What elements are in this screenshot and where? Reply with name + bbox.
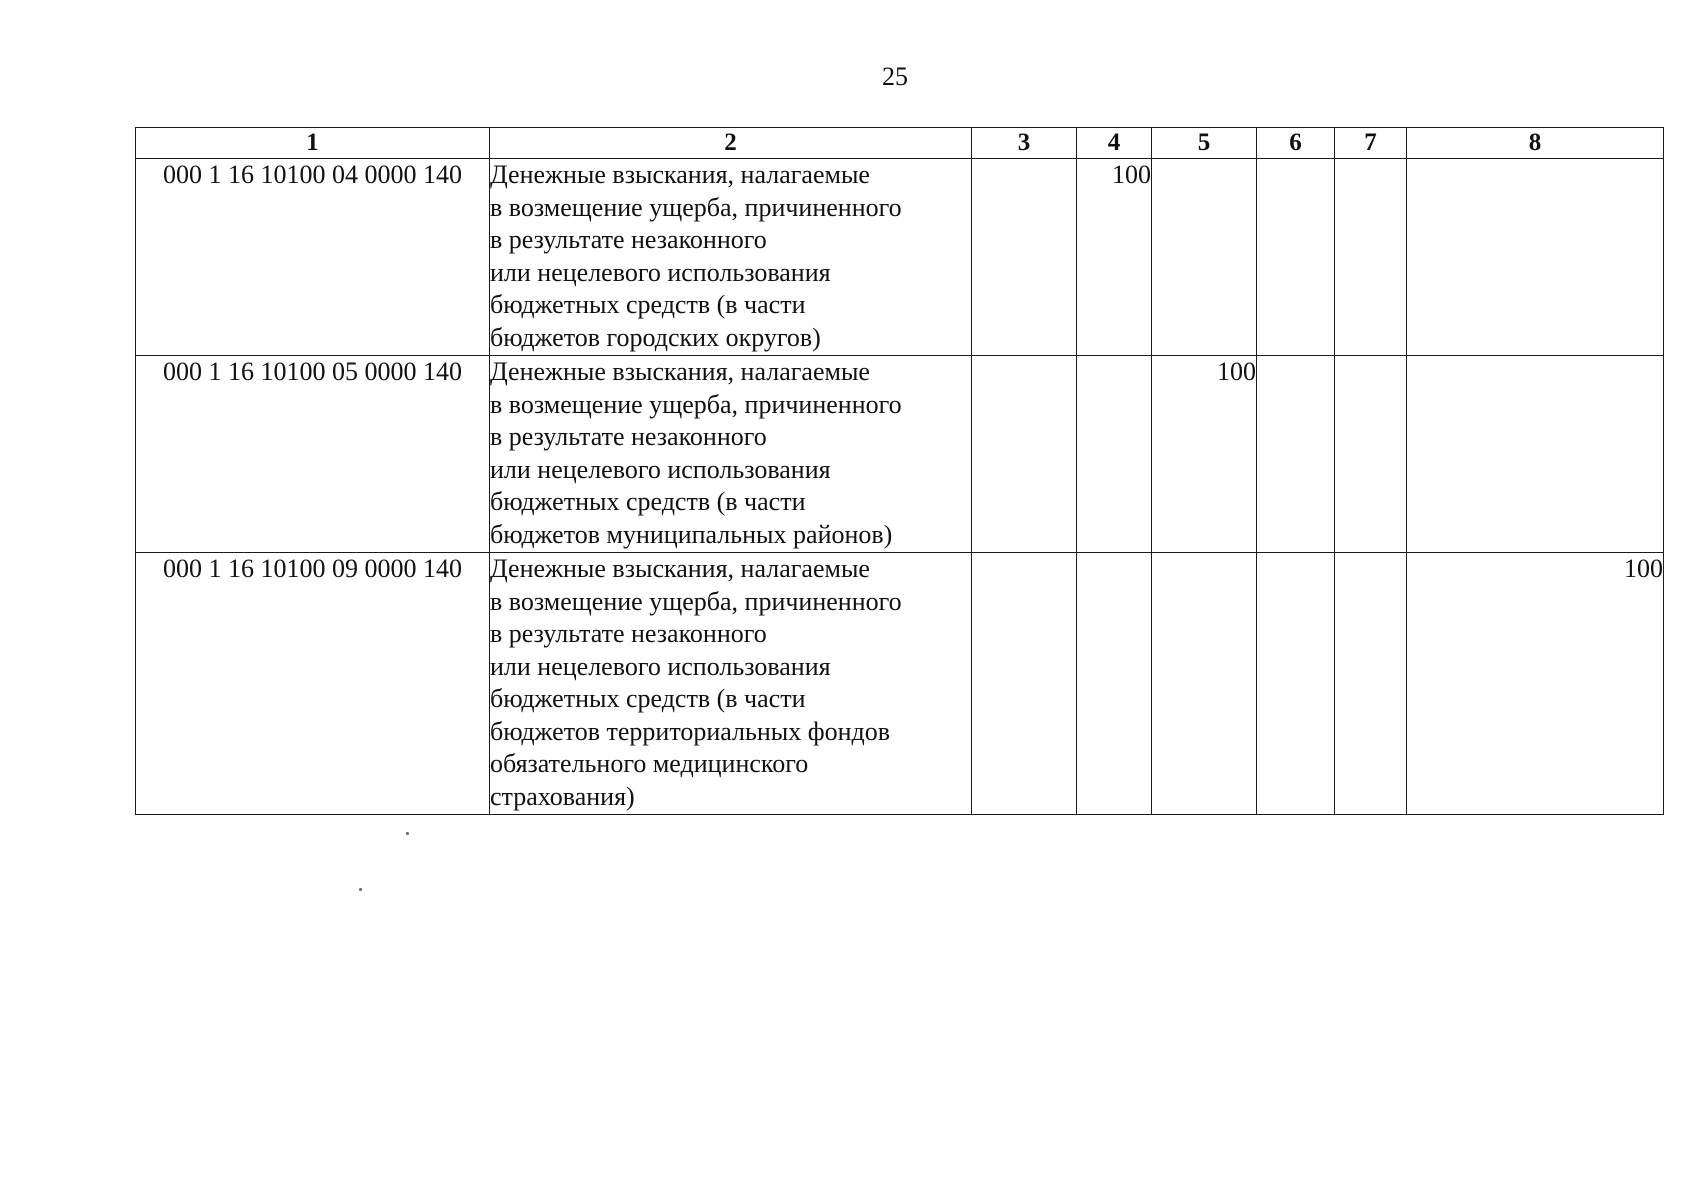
value-cell-col8 bbox=[1407, 356, 1664, 553]
column-header-3: 3 bbox=[972, 128, 1077, 159]
page-number: 25 bbox=[882, 62, 908, 91]
description-line: бюджетов территориальных фондов bbox=[490, 716, 891, 746]
budget-codes-table bbox=[135, 127, 1664, 815]
description-line: бюджетных средств (в части bbox=[490, 290, 806, 319]
description-line: в результате незаконного bbox=[490, 422, 767, 451]
value-cell-col3 bbox=[972, 159, 1077, 356]
description-line: или нецелевого использования bbox=[490, 257, 831, 287]
column-header-2: 2 bbox=[490, 128, 972, 159]
value-cell-col8: 100 bbox=[1407, 553, 1664, 815]
value-cell-col4: 100 bbox=[1077, 159, 1152, 356]
value-cell-col3 bbox=[972, 356, 1077, 553]
value-cell-col4 bbox=[1077, 553, 1152, 815]
description-line: бюджетов городских округов) bbox=[490, 322, 821, 352]
column-header-5: 5 bbox=[1152, 128, 1257, 159]
description-line: в результате незаконного bbox=[490, 225, 767, 254]
column-header-6: 6 bbox=[1257, 128, 1335, 159]
value-cell-col3 bbox=[972, 553, 1077, 815]
budget-code-cell: 000 1 16 10100 05 0000 140 bbox=[136, 356, 490, 553]
table-row bbox=[136, 553, 1664, 815]
description-line: бюджетных средств (в части bbox=[490, 487, 806, 516]
budget-code-cell: 000 1 16 10100 04 0000 140 bbox=[136, 159, 490, 356]
description-line: страхования) bbox=[490, 781, 635, 811]
description-line: бюджетов муниципальных районов) bbox=[490, 519, 893, 549]
description-line: в результате незаконного bbox=[490, 619, 767, 648]
value-cell-col6 bbox=[1257, 159, 1335, 356]
description-line: Денежные взыскания, налагаемые bbox=[490, 357, 870, 386]
value-cell-col8 bbox=[1407, 159, 1664, 356]
table-row bbox=[136, 356, 1664, 553]
description-line: в возмещение ущерба, причиненного bbox=[490, 586, 902, 616]
value-cell-col5: 100 bbox=[1152, 356, 1257, 553]
description-line: Денежные взыскания, налагаемые bbox=[490, 554, 870, 583]
value-cell-col6 bbox=[1257, 553, 1335, 815]
column-header-1: 1 bbox=[136, 128, 490, 159]
description-cell bbox=[490, 159, 972, 356]
value-cell-col7 bbox=[1335, 159, 1407, 356]
description-line: бюджетных средств (в части bbox=[490, 684, 806, 713]
budget-code-cell: 000 1 16 10100 09 0000 140 bbox=[136, 553, 490, 815]
description-line: обязательного медицинского bbox=[490, 749, 809, 778]
value-cell-col6 bbox=[1257, 356, 1335, 553]
value-cell-col5 bbox=[1152, 159, 1257, 356]
column-header-8: 8 bbox=[1407, 128, 1664, 159]
value-cell-col7 bbox=[1335, 356, 1407, 553]
scan-speck bbox=[406, 832, 409, 835]
value-cell-col7 bbox=[1335, 553, 1407, 815]
value-cell-col5 bbox=[1152, 553, 1257, 815]
description-line: в возмещение ущерба, причиненного bbox=[490, 192, 902, 222]
column-header-7: 7 bbox=[1335, 128, 1407, 159]
table-row bbox=[136, 159, 1664, 356]
table-header-row bbox=[136, 128, 1664, 159]
description-line: в возмещение ущерба, причиненного bbox=[490, 389, 902, 419]
column-header-4: 4 bbox=[1077, 128, 1152, 159]
description-line: или нецелевого использования bbox=[490, 454, 831, 484]
description-line: или нецелевого использования bbox=[490, 651, 831, 681]
scan-speck bbox=[359, 888, 362, 891]
description-line: Денежные взыскания, налагаемые bbox=[490, 160, 870, 189]
value-cell-col4 bbox=[1077, 356, 1152, 553]
description-cell bbox=[490, 356, 972, 553]
description-cell bbox=[490, 553, 972, 815]
